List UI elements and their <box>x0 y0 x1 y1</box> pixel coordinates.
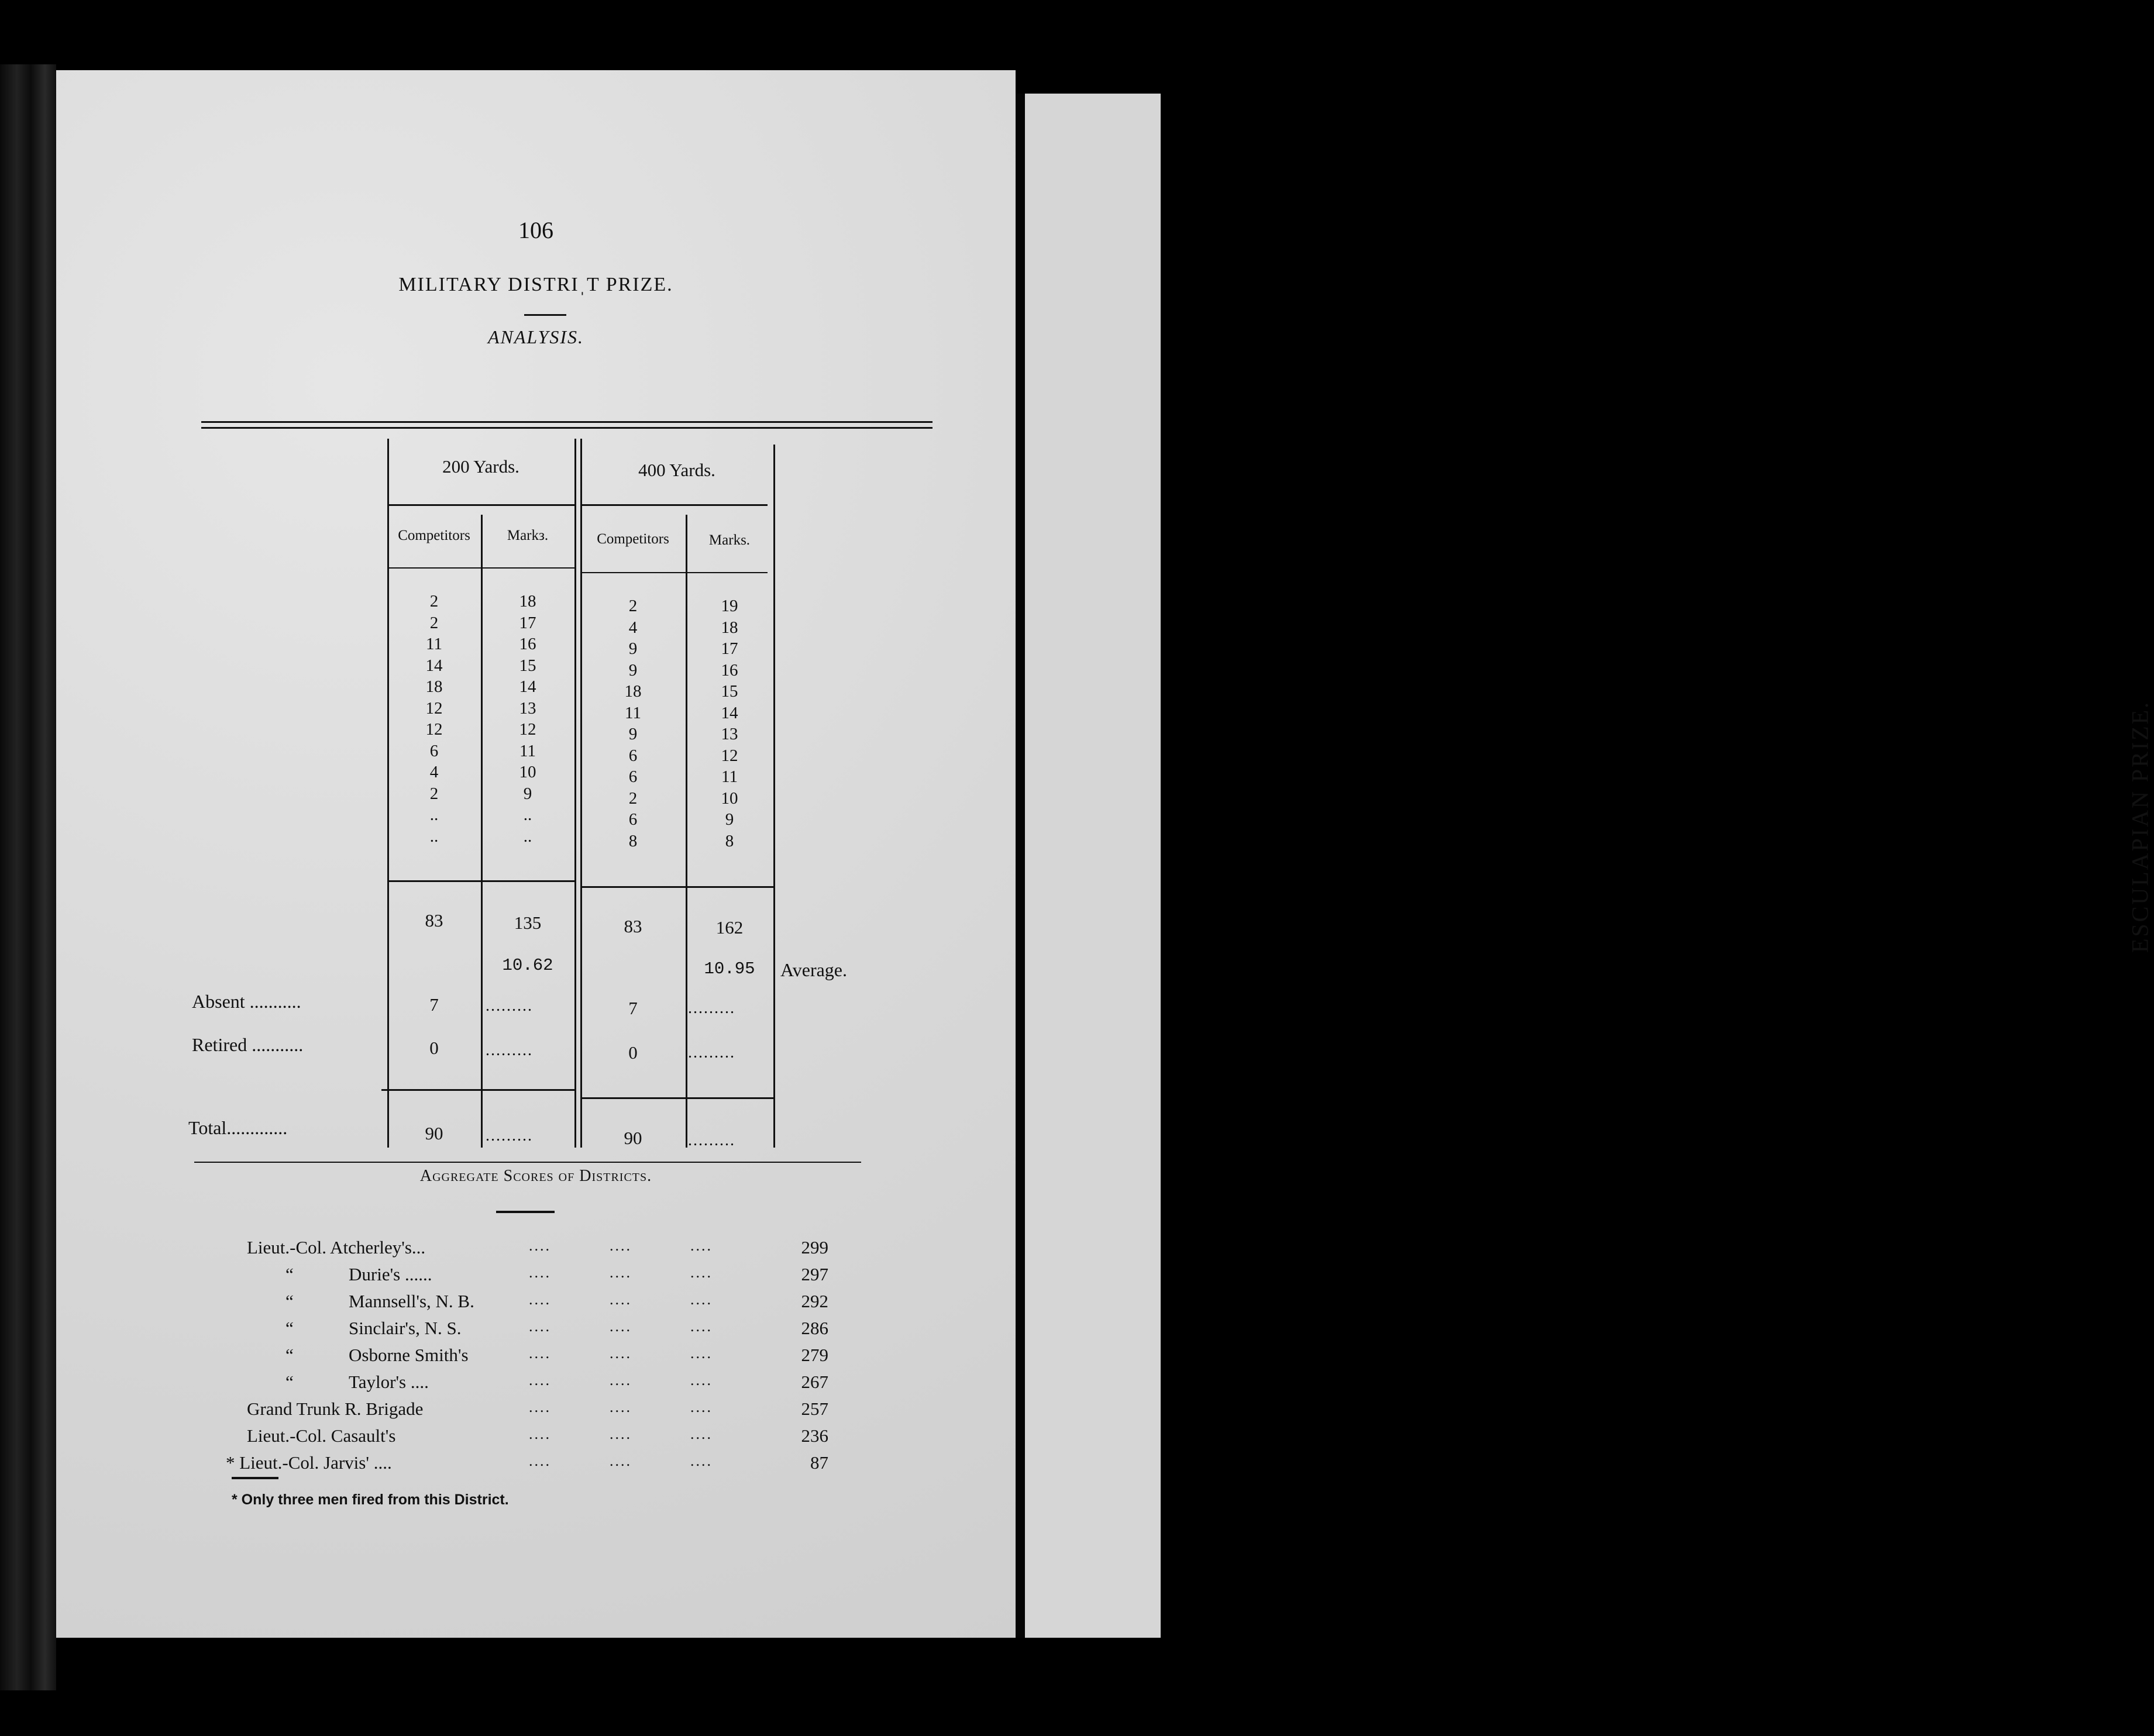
header-400-yards: 400 Yards. <box>638 460 715 480</box>
table-cell: 2 <box>429 613 439 632</box>
table-cell: 10 <box>721 788 738 808</box>
table-cell: 18 <box>425 677 443 696</box>
district-score: 267 <box>801 1372 828 1392</box>
sum-rule-400 <box>580 886 773 888</box>
district-score: 279 <box>801 1345 828 1365</box>
table-cell: 9 <box>628 639 638 658</box>
aggregate-row <box>56 1291 1016 1318</box>
ditto-mark: “ <box>285 1264 294 1284</box>
table-cell: 2 <box>628 788 638 808</box>
subheader-marks-400: Marks. <box>708 532 751 548</box>
table-cell: 12 <box>425 698 443 718</box>
table-cell: 6 <box>628 810 638 829</box>
district-name: * Lieut.-Col. Jarvis' .... <box>226 1452 392 1473</box>
table-cell: 8 <box>628 831 638 850</box>
retired-label: Retired ........... <box>192 1034 304 1055</box>
absent-200: 7 <box>429 994 439 1015</box>
district-score: 257 <box>801 1399 828 1419</box>
absent-marks-400: ......... <box>688 999 735 1017</box>
dot-leader: .... <box>690 1372 713 1389</box>
header-rule-200 <box>387 504 574 506</box>
page-title: MILITARY DISTRIˌT PRIZE. <box>398 274 673 295</box>
dot-leader: .... <box>610 1372 632 1389</box>
dot-leader: .... <box>610 1452 632 1469</box>
retired-marks-400: ......... <box>688 1043 735 1062</box>
subheader-competitors-400: Competitors <box>597 531 669 547</box>
table-cell: 6 <box>429 741 439 760</box>
sum-marks-200: 135 <box>514 912 542 933</box>
table-line-right <box>773 445 775 1148</box>
dot-leader: .... <box>529 1264 551 1281</box>
district-name: Grand Trunk R. Brigade <box>247 1399 424 1419</box>
dot-leader: .... <box>529 1291 551 1308</box>
table-bottom-rule <box>194 1162 861 1163</box>
table-cell: 9 <box>725 810 734 829</box>
total-marks-200: ......... <box>486 1127 533 1145</box>
table-cell: 18 <box>721 618 738 637</box>
table-line-center-a <box>574 439 576 1148</box>
ditto-mark: “ <box>285 1318 294 1338</box>
column-marks-400 <box>686 595 773 852</box>
dot-leader: .... <box>610 1318 632 1335</box>
dot-leader: .... <box>529 1425 551 1442</box>
aggregate-row <box>56 1399 1016 1425</box>
sum-marks-400: 162 <box>715 917 744 938</box>
district-score: 292 <box>801 1291 828 1311</box>
table-cell: 18 <box>519 592 536 611</box>
table-cell: 17 <box>721 639 738 658</box>
dot-leader: .... <box>529 1318 551 1335</box>
table-cell: 14 <box>721 703 738 722</box>
table-cell: 16 <box>519 635 536 653</box>
column-marks-200 <box>481 591 574 847</box>
facing-page <box>1025 94 2153 1638</box>
retired-marks-200: ......... <box>486 1041 533 1059</box>
table-cell: 11 <box>519 741 536 760</box>
total-200: 90 <box>425 1123 443 1143</box>
average-400: 10.95 <box>704 959 755 979</box>
average-200: 10.62 <box>502 956 553 975</box>
absent-400: 7 <box>628 998 638 1018</box>
total-rule-200 <box>381 1089 574 1091</box>
table-cell: 4 <box>628 618 638 637</box>
total-label: Total............. <box>188 1117 288 1138</box>
title-rule <box>524 314 566 316</box>
footnote: * Only three men fired from this District. <box>232 1492 509 1508</box>
total-400: 90 <box>624 1128 642 1148</box>
aggregate-row <box>56 1372 1016 1399</box>
page-number: 106 <box>518 217 553 243</box>
table-cell: 2 <box>628 597 638 615</box>
district-name: Lieut.-Col. Atcherley's... <box>247 1237 426 1258</box>
aggregate-row <box>56 1345 1016 1372</box>
table-cell: 4 <box>429 763 439 781</box>
aggregate-row <box>56 1264 1016 1291</box>
ditto-mark: “ <box>285 1291 294 1311</box>
header-rule-400 <box>580 504 768 506</box>
subheader-marks-200: Markз. <box>507 528 549 543</box>
district-name: Mannsell's, N. B. <box>349 1291 474 1311</box>
dot-leader: .... <box>610 1399 632 1415</box>
district-score: 87 <box>810 1452 828 1473</box>
table-cell: 9 <box>628 725 638 743</box>
table-cell: 8 <box>725 831 734 850</box>
district-score: 297 <box>801 1264 828 1284</box>
table-cell: 17 <box>519 613 536 632</box>
subheader-rule-200 <box>387 567 574 569</box>
side-title: ESCULAPIAN PRIZE. <box>2127 700 2153 953</box>
sum-rule-200 <box>387 880 574 882</box>
document-page <box>56 70 1016 1638</box>
table-cell: 11 <box>426 635 442 653</box>
table-cell: 11 <box>721 767 738 786</box>
table-cell: 14 <box>425 656 443 675</box>
absent-marks-200: ......... <box>486 997 533 1015</box>
table-cell: 13 <box>519 698 536 718</box>
dot-leader: .... <box>529 1237 551 1254</box>
dot-leader: .... <box>690 1399 713 1415</box>
absent-label: Absent ........... <box>192 991 301 1012</box>
table-cell: 9 <box>628 660 638 680</box>
header-200-yards: 200 Yards. <box>442 456 519 477</box>
dot-leader: .... <box>690 1264 713 1281</box>
dot-leader: .... <box>610 1291 632 1308</box>
dot-leader: .... <box>610 1425 632 1442</box>
district-score: 236 <box>801 1425 828 1446</box>
table-cell: 9 <box>523 784 532 803</box>
ditto-mark: “ <box>285 1345 294 1365</box>
dot-leader: .... <box>690 1237 713 1254</box>
district-name: Sinclair's, N. S. <box>349 1318 462 1338</box>
sum-competitors-400: 83 <box>624 916 642 936</box>
aggregate-rule <box>496 1211 555 1213</box>
table-cell: .. <box>429 805 439 824</box>
table-cell: 15 <box>721 682 738 701</box>
table-cell: .. <box>429 826 439 846</box>
book-binding <box>0 64 56 1690</box>
page-gutter <box>1016 94 1025 1638</box>
table-cell: 18 <box>624 682 642 701</box>
dot-leader: .... <box>529 1372 551 1389</box>
dot-leader: .... <box>690 1345 713 1362</box>
table-cell: 2 <box>429 784 439 803</box>
table-cell: .. <box>523 805 532 824</box>
table-cell: 12 <box>425 720 443 739</box>
subheader-rule-400 <box>580 572 768 573</box>
table-cell: 6 <box>628 746 638 765</box>
table-cell: 14 <box>519 677 536 696</box>
retired-200: 0 <box>429 1038 439 1058</box>
ditto-mark: “ <box>285 1372 294 1392</box>
table-cell: 19 <box>721 597 738 615</box>
column-competitors-400 <box>580 595 686 852</box>
table-cell: 2 <box>429 592 439 611</box>
dot-leader: .... <box>690 1452 713 1469</box>
table-cell: 13 <box>721 725 738 743</box>
district-score: 286 <box>801 1318 828 1338</box>
dot-leader: .... <box>529 1345 551 1362</box>
table-cell: .. <box>523 826 532 846</box>
dot-leader: .... <box>610 1345 632 1362</box>
column-competitors-200 <box>387 591 481 847</box>
total-marks-400: ......... <box>688 1131 735 1149</box>
sum-competitors-200: 83 <box>425 910 443 931</box>
top-rule-2 <box>201 427 933 429</box>
district-name: Lieut.-Col. Casault's <box>247 1425 396 1446</box>
dot-leader: .... <box>690 1291 713 1308</box>
average-label: Average. <box>780 959 847 980</box>
table-cell: 15 <box>519 656 536 675</box>
aggregate-row <box>56 1425 1016 1452</box>
district-name: Durie's ...... <box>349 1264 432 1284</box>
district-name: Taylor's .... <box>349 1372 429 1392</box>
table-cell: 12 <box>721 746 738 765</box>
dot-leader: .... <box>529 1399 551 1415</box>
subheader-competitors-200: Competitors <box>398 528 470 543</box>
dot-leader: .... <box>690 1318 713 1335</box>
table-cell: 6 <box>628 767 638 786</box>
table-cell: 10 <box>519 763 536 781</box>
aggregate-row <box>56 1318 1016 1345</box>
dot-leader: .... <box>690 1425 713 1442</box>
retired-400: 0 <box>628 1042 638 1063</box>
district-name: Osborne Smith's <box>349 1345 469 1365</box>
district-score: 299 <box>801 1237 828 1258</box>
total-rule-400 <box>580 1097 773 1099</box>
dot-leader: .... <box>610 1237 632 1254</box>
top-rule-1 <box>201 421 933 423</box>
dot-leader: .... <box>529 1452 551 1469</box>
aggregate-row <box>56 1237 1016 1264</box>
table-cell: 16 <box>721 660 738 680</box>
table-cell: 11 <box>625 703 641 722</box>
footnote-rule <box>232 1477 278 1479</box>
table-cell: 12 <box>519 720 536 739</box>
aggregate-title: Aggregate Scores of Districts. <box>419 1167 652 1185</box>
page-subtitle: ANALYSIS. <box>487 326 584 347</box>
dot-leader: .... <box>610 1264 632 1281</box>
aggregate-row <box>56 1452 1016 1479</box>
